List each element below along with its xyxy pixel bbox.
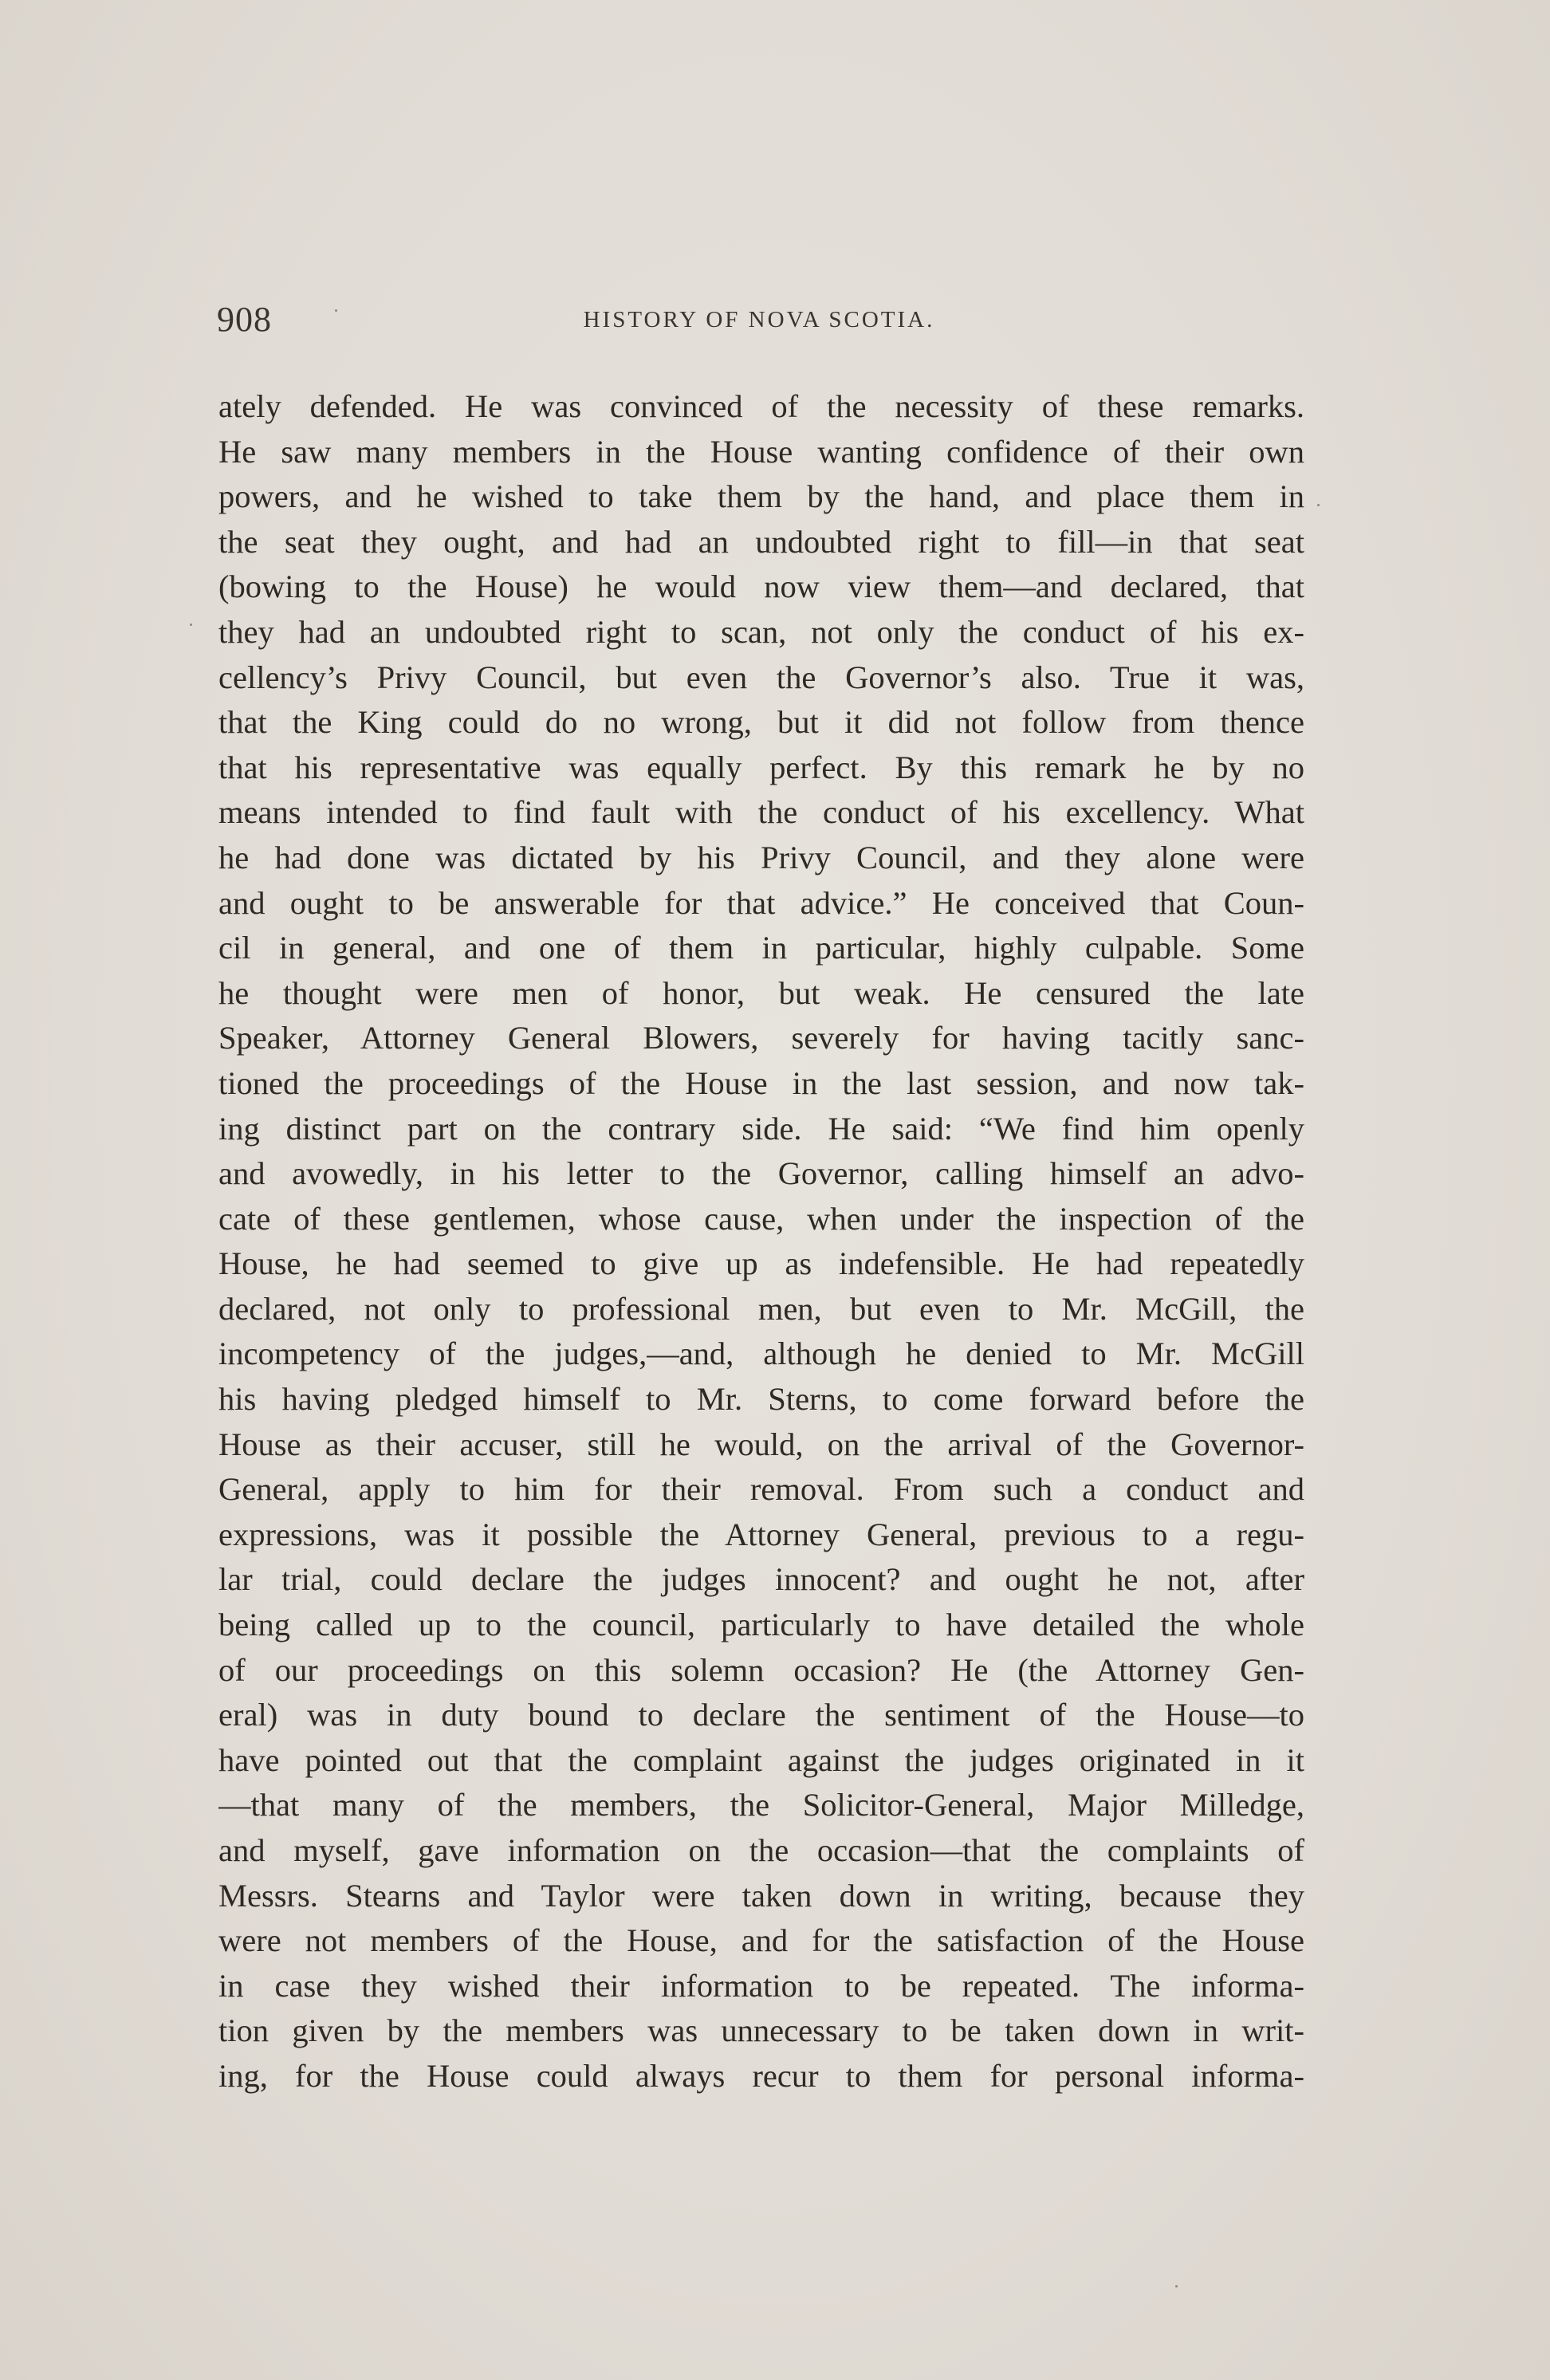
- text-line: incompetency of the judges,—and, although he denied to Mr. McGill: [218, 1336, 1304, 1372]
- text-line: House as their accuser, still he would, on the arrival of the Governor-: [218, 1426, 1304, 1462]
- text-line: powers, and he wished to take them by the hand, and place them in: [218, 478, 1304, 515]
- paper-speck: [190, 624, 192, 626]
- text-line: (bowing to the House) he would now view them—and declared, that: [218, 568, 1304, 605]
- text-line: and avowedly, in his letter to the Governor, calling himself an advo-: [218, 1155, 1304, 1192]
- paper-speck: [1317, 504, 1320, 506]
- text-line: of our proceedings on this solemn occasion? He (the Attorney Gen-: [218, 1651, 1304, 1688]
- text-line: that the King could do no wrong, but it did not follow from thence: [218, 704, 1304, 741]
- text-line: have pointed out that the complaint against the judges originated in it: [218, 1741, 1304, 1778]
- page-number: 908: [217, 300, 272, 339]
- text-line: ing distinct part on the contrary side. He said: “We find him openly: [218, 1110, 1304, 1147]
- text-line: that his representative was equally perfect. By this remark he by no: [218, 749, 1304, 785]
- text-line: they had an undoubted right to scan, not only the conduct of his ex-: [218, 613, 1304, 650]
- text-line: cate of these gentlemen, whose cause, when under the inspection of the: [218, 1200, 1304, 1237]
- text-line: He saw many members in the House wanting confidence of their own: [218, 433, 1304, 470]
- text-line: Messrs. Stearns and Taylor were taken down in writing, because they: [218, 1877, 1304, 1914]
- text-line: he thought were men of honor, but weak. He censured the late: [218, 974, 1304, 1011]
- text-line: General, apply to him for their removal. From such a conduct and: [218, 1471, 1304, 1508]
- text-line: in case they wished their information to be repeated. The informa-: [218, 1967, 1304, 2004]
- page-header: [217, 299, 1301, 347]
- text-line: being called up to the council, particularly to have detailed the whole: [218, 1607, 1304, 1643]
- text-line: and myself, gave information on the occasion—that the complaints of: [218, 1832, 1304, 1868]
- text-line: declared, not only to professional men, but even to Mr. McGill, the: [218, 1290, 1304, 1327]
- text-line: means intended to find fault with the conduct of his excellency. What: [218, 794, 1304, 831]
- text-line: and ought to be answerable for that advice.” He conceived that Coun-: [218, 884, 1304, 921]
- text-line: ately defended. He was convinced of the necessity of these remarks.: [218, 388, 1304, 424]
- paper-speck: [335, 309, 337, 312]
- text-line: House, he had seemed to give up as indefensible. He had repeatedly: [218, 1245, 1304, 1282]
- body-text: [218, 384, 1304, 2099]
- text-line: his having pledged himself to Mr. Sterns, to come forward before the: [218, 1381, 1304, 1418]
- text-line: he had done was dictated by his Privy Council, and they alone were: [218, 839, 1304, 875]
- paper-speck: [1175, 2285, 1178, 2288]
- running-head: HISTORY OF NOVA SCOTIA.: [583, 307, 935, 332]
- text-line: cellency’s Privy Council, but even the Governor’s also. True it was,: [218, 659, 1304, 695]
- text-line: eral) was in duty bound to declare the sentiment of the House—to: [218, 1697, 1304, 1733]
- text-line: cil in general, and one of them in particular, highly culpable. Some: [218, 930, 1304, 966]
- text-line: the seat they ought, and had an undoubted right to fill—in that seat: [218, 523, 1304, 560]
- text-line: tioned the proceedings of the House in the last session, and now tak-: [218, 1064, 1304, 1101]
- text-line: Speaker, Attorney General Blowers, severely for having tacitly sanc-: [218, 1020, 1304, 1056]
- text-line: tion given by the members was unnecessary to be taken down in writ-: [218, 2012, 1304, 2049]
- text-line: expressions, was it possible the Attorney General, previous to a regu-: [218, 1516, 1304, 1552]
- text-line: ing, for the House could always recur to them for personal informa-: [218, 2057, 1304, 2094]
- text-line: —that many of the members, the Solicitor-General, Major Milledge,: [218, 1787, 1304, 1823]
- text-line: were not members of the House, and for the satisfaction of the House: [218, 1922, 1304, 1959]
- text-line: lar trial, could declare the judges innocent? and ought he not, after: [218, 1561, 1304, 1598]
